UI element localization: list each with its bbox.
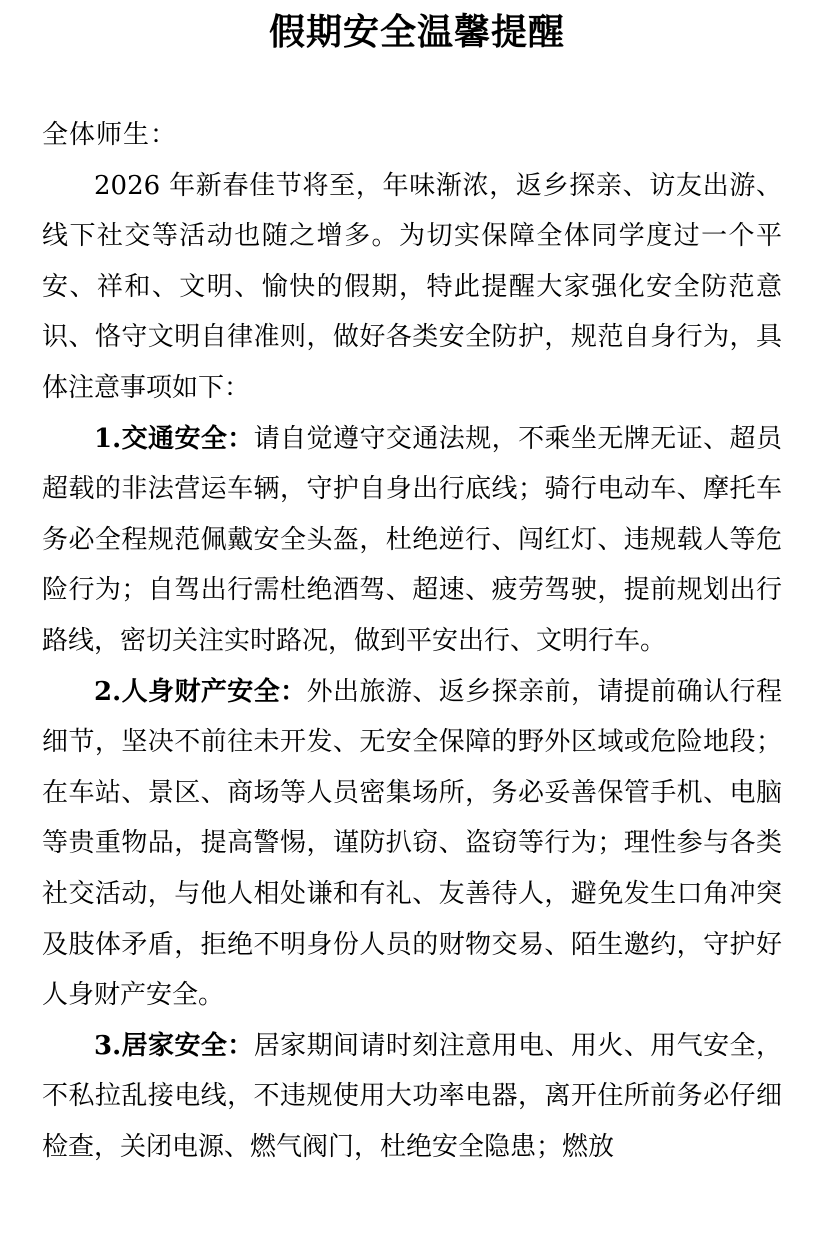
item-personal-property-safety xyxy=(42,667,782,1021)
item-traffic-safety xyxy=(42,414,782,667)
item-heading: 2.人身财产安全： xyxy=(94,676,307,707)
item-home-safety xyxy=(42,1021,782,1173)
intro-paragraph: 2026 年新春佳节将至，年味渐浓，返乡探亲、访友出游、线下社交等活动也随之增多。为切实保障全体同学度过一个平安、祥和、文明、愉快的假期，特此提醒大家强化安全防范意识、恪守文明自律准则，做好各类安全防护，规范自身行为，具体注意事项如下： xyxy=(42,170,782,403)
document-body xyxy=(42,110,782,1172)
greeting: 全体师生： xyxy=(42,120,178,150)
item-text: 居家期间请时刻注意用电、用火、用气安全，不私拉乱接电线，不违规使用大功率电器，离开住所前务必仔细检查，关闭电源、燃气阀门，杜绝安全隐患；燃放 xyxy=(42,1030,782,1162)
item-text: 请自觉遵守交通法规，不乘坐无牌无证、超员超载的非法营运车辆，守护自身出行底线；骑行电动车、摩托车务必全程规范佩戴安全头盔，杜绝逆行、闯红灯、违规载人等危险行为；自驾出行需杜绝酒驾、超速、疲劳驾驶，提前规划出行路线，密切关注实时路况，做到平安出行、文明行车。 xyxy=(42,423,782,656)
item-text: 外出旅游、返乡探亲前，请提前确认行程细节，坚决不前往未开发、无安全保障的野外区域或危险地段；在车站、景区、商场等人员密集场所，务必妥善保管手机、电脑等贵重物品，提高警惕，谨防扒窃、盗窃等行为；理性参与各类社交活动，与他人相处谦和有礼、友善待人，避免发生口角冲突及肢体矛盾，拒绝不明身份人员的财物交易、陌生邀约，守护好人身财产安全。 xyxy=(42,676,782,1011)
item-heading: 1.交通安全： xyxy=(94,423,254,454)
page-title: 假期安全温馨提醒 xyxy=(268,12,565,53)
item-heading: 3.居家安全： xyxy=(94,1030,254,1061)
